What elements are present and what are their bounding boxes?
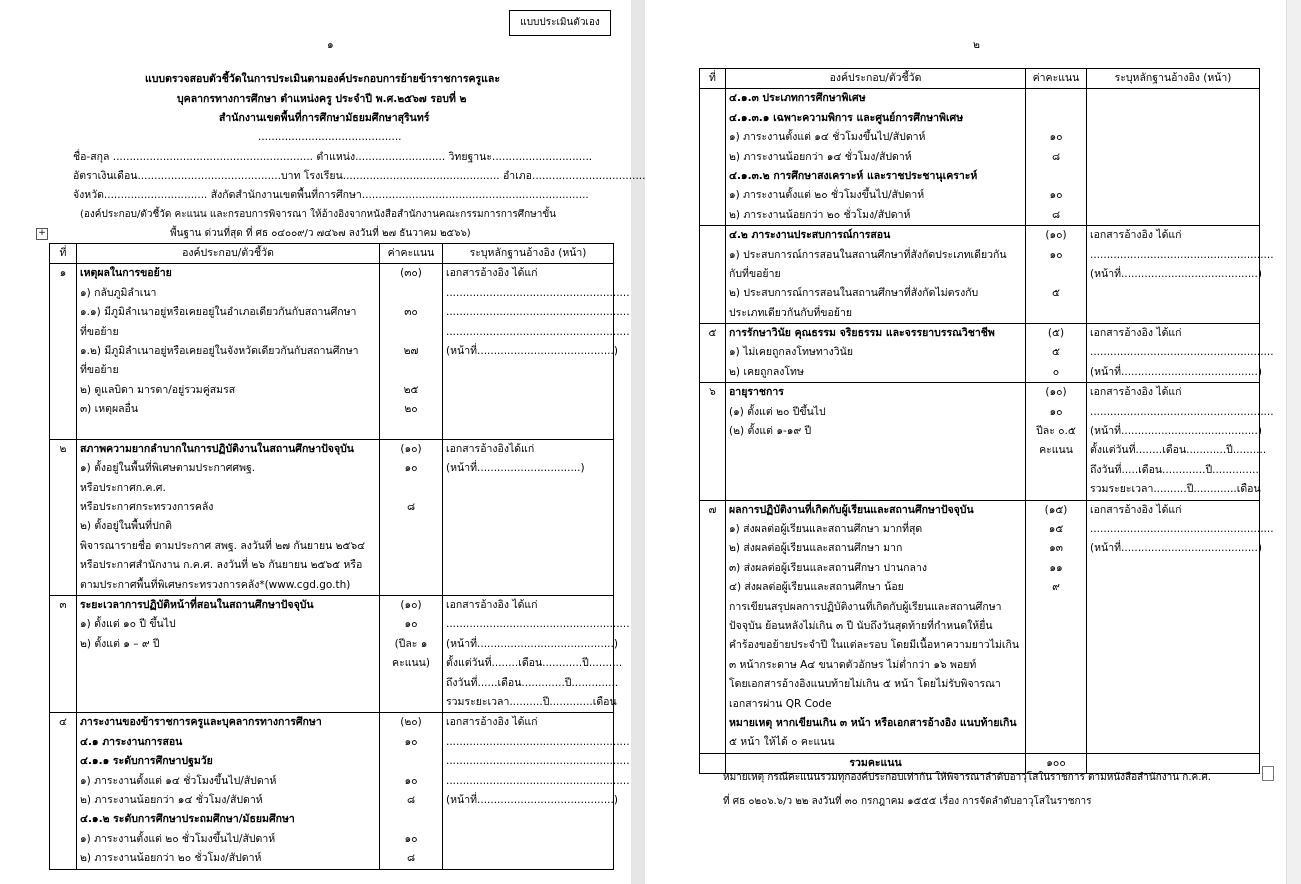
evidence-line[interactable] [446, 849, 610, 868]
score-line [1029, 167, 1083, 186]
score-line [1029, 598, 1083, 617]
evidence-line[interactable]: ถึงวันที่.....เดือน.............ปี.............. [1090, 463, 1259, 476]
score-line: ๙ [1052, 581, 1060, 594]
score-line: ๘ [406, 793, 416, 806]
evidence-line[interactable] [446, 576, 610, 595]
score-line: คะแนน [1039, 444, 1073, 457]
criteria-line: ๒) ตั้งแต่ ๑ – ๙ ปี [80, 637, 160, 650]
evidence-line[interactable]: (หน้าที่.........................................) [1090, 542, 1262, 555]
criteria-line-cell [77, 439, 380, 595]
criteria-line-cell [77, 264, 380, 440]
score-line: ๐ [1052, 365, 1060, 378]
criteria-line: โดยเอกสารอ้างอิงแนบท้ายไม่เกิน ๕ หน้า โดยไม่รับพิจารณา [729, 678, 1001, 691]
row-number: ๑ [50, 264, 77, 440]
score-line [1029, 714, 1083, 733]
table-row [700, 500, 1260, 753]
evidence-line[interactable]: ....................................................... [1090, 248, 1274, 261]
score-line: ๘ [1051, 150, 1061, 163]
score-line: ๑๐ [404, 618, 418, 631]
row-number: ๕ [700, 324, 726, 383]
criteria-line: ปัจจุบัน ย้อนหลังไม่เกิน ๓ ปี นับถึงวันสุดท้ายที่กำหนดให้ยื่น [729, 619, 993, 632]
evidence-line[interactable]: (หน้าที่.........................................) [1090, 365, 1262, 378]
evidence-line[interactable]: ....................................................... [1090, 346, 1274, 359]
evidence-line[interactable]: รวมระยะเวลา..........ปี.............เดือน [446, 696, 617, 708]
criteria-line: ๒) ดูแลบิดา มารดา/อยู่รวมคู่สมรส [80, 383, 236, 396]
score-line: ๑๕ [1048, 523, 1064, 535]
table-row [50, 439, 614, 595]
evidence-line[interactable]: ตั้งแต่วันที่........เดือน............ปี.......... [1090, 444, 1267, 457]
criteria-line: ๒) ภาระงานน้อยกว่า ๒๐ ชั่วโมง/สัปดาห์ [80, 852, 262, 865]
criteria-line: เอกสารผ่าน QR Code [729, 697, 832, 710]
score-line [1029, 617, 1083, 636]
score-line: ๑๐ [1049, 405, 1063, 418]
score-line [1029, 733, 1083, 752]
evidence-line[interactable]: ....................................................... [1090, 523, 1274, 535]
page-corner-marker [1262, 766, 1274, 781]
salary-field-line[interactable]: อัตราเงินเดือน...........................................บาท โรงเรียน............................................... อำเภอ.................................. [73, 170, 646, 182]
score-line: ๘ [1051, 208, 1061, 221]
header-criteria-2: องค์ประกอบ/ตัวชี้วัด [726, 69, 1026, 89]
score-line-cell [380, 713, 443, 869]
criteria-line: ๒) ภาระงานน้อยกว่า ๑๔ ชั่วโมง/สัปดาห์ [80, 793, 263, 806]
evidence-line[interactable] [446, 420, 610, 439]
score-line: ๘ [406, 501, 416, 514]
criteria-line [729, 461, 1022, 480]
criteria-line: หรือประกาศกระทรวงการคลัง [80, 501, 214, 514]
evidence-line[interactable] [1090, 559, 1256, 578]
score-line [383, 556, 439, 575]
criteria-line: (๑) ตั้งแต่ ๒๐ ปีขึ้นไป [729, 405, 826, 418]
score-line [383, 674, 439, 693]
criteria-line: ๑) ภาระงานตั้งแต่ ๒๐ ชั่วโมงขึ้นไป/สัปดาห์ [80, 832, 276, 845]
criteria-line: ระยะเวลาการปฏิบัติหน้าที่สอนในสถานศึกษาปัจจุบัน [80, 599, 314, 612]
score-line [383, 479, 439, 498]
evidence-line[interactable]: ....................................................... [446, 774, 630, 787]
score-line: ๑๐ [1049, 131, 1063, 144]
score-line: ๑๐ [1049, 189, 1063, 202]
criteria-line-cell [77, 596, 380, 713]
score-line: (๑๕) [1044, 503, 1068, 516]
score-line [1029, 304, 1083, 323]
criteria-line [80, 693, 376, 712]
evidence-line[interactable]: (หน้าที่.........................................) [1090, 425, 1262, 438]
criteria-line [80, 674, 376, 693]
criteria-line: ๔.๑.๓ ประเภทการศึกษาพิเศษ [729, 92, 866, 105]
evidence-line-cell [443, 596, 630, 713]
score-line [383, 810, 439, 829]
evidence-line[interactable]: ....................................................... [446, 286, 630, 299]
score-line: (๑๐) [400, 442, 422, 455]
score-line [1029, 265, 1083, 284]
score-line [1029, 89, 1083, 108]
criteria-line: ที่ขอย้าย [80, 364, 119, 377]
criteria-line: ๑) กลับภูมิลำเนา [80, 286, 157, 299]
criteria-line: ๔.๑ ภาระงานการสอน [80, 735, 183, 748]
evidence-line[interactable] [446, 810, 610, 829]
criteria-line: อายุราชการ [729, 386, 784, 399]
criteria-line: ๑) ตั้งแต่ ๑๐ ปี ขึ้นไป [80, 618, 176, 631]
evidence-line-cell [1087, 500, 1274, 753]
criteria-line-cell [77, 713, 380, 869]
evidence-line[interactable]: ....................................................... [446, 325, 630, 338]
evidence-line[interactable] [1090, 636, 1256, 655]
criteria-line: สภาพความยากลำบากในการปฏิบัติงานในสถานศึกษาปัจจุบัน [80, 442, 354, 455]
evidence-line[interactable]: (หน้าที่...............................) [446, 462, 585, 475]
criteria-line: ที่ขอย้าย [80, 325, 119, 338]
score-line: ๑๐ [404, 832, 418, 845]
score-line [383, 361, 439, 380]
table-row [700, 324, 1260, 383]
criteria-line: ๑) ภาระงานตั้งแต่ ๒๐ ชั่วโมงขึ้นไป/สัปดาห์ [729, 189, 925, 202]
criteria-line: ๔.๒ ภาระงานประสบการณ์การสอน [729, 229, 891, 242]
table-row [50, 596, 614, 713]
evidence-line[interactable] [1090, 598, 1256, 617]
criteria-line: ๒) ส่งผลต่อผู้เรียนและสถานศึกษา มาก [729, 542, 903, 555]
criteria-line: ๓) ส่งผลต่อผู้เรียนและสถานศึกษา ปานกลาง [729, 561, 927, 574]
evidence-line[interactable] [1090, 714, 1256, 733]
evidence-line[interactable] [1090, 284, 1256, 303]
score-line [1029, 461, 1083, 480]
evidence-line[interactable] [1090, 695, 1256, 714]
score-line [383, 420, 439, 439]
criteria-line: (๒) ตั้งแต่ ๑-๑๙ ปี [729, 425, 812, 438]
table-row [700, 383, 1260, 500]
evidence-line[interactable] [446, 517, 610, 536]
score-line: ๒๗ [403, 344, 419, 357]
criteria-line-cell [726, 324, 1026, 383]
score-line: ๑๐ [404, 735, 418, 748]
criteria-line: ๓ หน้ากระดาษ A๔ ขนาดตัวอักษร ไม่ต่ำกว่า ๑๖ พอยท์ [729, 658, 977, 671]
evidence-line[interactable] [446, 479, 610, 498]
criteria-line: การเขียนสรุปผลการปฏิบัติงานที่เกิดกับผู้เรียนและสถานศึกษา [729, 600, 1002, 613]
name-field-line[interactable]: ชื่อ-สกุล ............................................................ ตำแหน่ง........................... วิทยฐานะ.............................. [73, 151, 593, 163]
criteria-line: ๔.๑.๒ ระดับการศึกษาประถมศึกษา/มัธยมศึกษา [80, 813, 295, 826]
total-no-cell [700, 753, 726, 773]
score-line: ๓๐ [404, 306, 418, 319]
document-page-2 [645, 0, 1287, 884]
evidence-line[interactable] [1090, 206, 1256, 225]
row-number: ๖ [700, 383, 726, 500]
evidence-line[interactable] [446, 537, 610, 556]
evidence-line[interactable]: ....................................................... [446, 735, 630, 748]
header-no: ที่ [50, 244, 77, 264]
criteria-line: ๑) ภาระงานตั้งแต่ ๑๔ ชั่วโมงขึ้นไป/สัปดาห์ [80, 774, 277, 787]
evidence-line[interactable] [1090, 733, 1256, 752]
score-line: ๑๑ [1049, 561, 1063, 574]
reference-note-line-2: พื้นฐาน ด่วนที่สุด ที่ ศธ ๐๔๐๐๙/ว ๗๔๖๗ ลงวันที่ ๒๗ ธันวาคม ๒๕๖๖) [170, 228, 471, 239]
evidence-line[interactable] [1090, 304, 1256, 323]
evidence-line-cell [443, 713, 630, 869]
evidence-line[interactable] [446, 556, 610, 575]
score-line: ๑๐ [404, 774, 418, 787]
evidence-line[interactable]: รวมระยะเวลา..........ปี.............เดือน [1090, 483, 1261, 496]
table-row [50, 264, 614, 440]
criteria-line: ๓) เหตุผลอื่น [80, 403, 139, 416]
criteria-line: พิจารณารายชื่อ ตามประกาศ สพฐ. ลงวันที่ ๒๗ กันยายน ๒๕๖๔ [80, 539, 366, 552]
score-line-cell [1026, 226, 1087, 324]
criteria-line-cell [726, 383, 1026, 500]
evidence-line[interactable]: (หน้าที่.........................................) [446, 793, 618, 806]
evidence-line[interactable] [1090, 128, 1256, 147]
criteria-line: หมายเหตุ หากเขียนเกิน ๓ หน้า หรือเอกสารอ้างอิง แนบท้ายเกิน [729, 716, 1017, 729]
title-line-1: แบบตรวจสอบตัวชี้วัดในการประเมินตามองค์ประกอบการย้ายข้าราชการครูและ [145, 73, 500, 85]
footnote-line-2: ที่ ศธ ๐๒๐๖.๖/ว ๒๒ ลงวันที่ ๓๐ กรกฎาคม ๑๕๕๕ เรื่อง การจัดลำดับอาวุโสในราชการ [723, 796, 1092, 807]
score-line: ๑๓ [1049, 542, 1063, 555]
criteria-table-page-1 [49, 243, 630, 870]
score-line: ๕ [1052, 287, 1060, 300]
row-number [700, 89, 726, 226]
score-line [383, 537, 439, 556]
score-line [1029, 480, 1083, 499]
table-row [700, 89, 1260, 226]
evidence-line[interactable]: เอกสารอ้างอิง ได้แก่ [446, 267, 538, 280]
criteria-line: ๒) ตั้งอยู่ในพื้นที่ปกติ [80, 520, 172, 533]
score-line: ๘ [406, 852, 416, 865]
criteria-line [729, 441, 1022, 460]
evidence-line[interactable] [446, 381, 610, 400]
evidence-line[interactable] [446, 400, 610, 419]
criteria-line-cell [726, 89, 1026, 226]
criteria-line [729, 480, 1022, 499]
row-number: ๓ [50, 596, 77, 713]
criteria-line-cell [726, 500, 1026, 753]
score-line: ๑๐ [1049, 248, 1063, 261]
evidence-line[interactable] [1090, 148, 1256, 167]
row-number: ๗ [700, 500, 726, 753]
total-label: รวมคะแนน [726, 753, 1026, 773]
score-line-cell [380, 439, 443, 595]
criteria-line: เหตุผลในการขอย้าย [80, 267, 172, 280]
evidence-line[interactable] [1090, 167, 1256, 186]
score-line: (๓๐) [400, 267, 422, 280]
evidence-line[interactable] [1090, 578, 1256, 597]
evidence-line[interactable]: เอกสารอ้างอิง ได้แก่ [446, 599, 538, 612]
criteria-line: ๑) ไม่เคยถูกลงโทษทางวินัย [729, 346, 853, 359]
score-line-cell [1026, 500, 1087, 753]
criteria-line: ๑.๑) มีภูมิลำเนาอยู่หรือเคยอยู่ในอำเภอเดียวกันกับสถานศึกษา [80, 306, 357, 319]
criteria-line: ผลการปฏิบัติงานที่เกิดกับผู้เรียนและสถานศึกษาปัจจุบัน [729, 503, 974, 516]
evidence-line-cell [1087, 383, 1274, 500]
score-line-cell [380, 596, 443, 713]
evidence-line[interactable]: ตั้งแต่วันที่........เดือน............ปี.......... [446, 657, 623, 670]
evidence-line[interactable]: เอกสารอ้างอิง ได้แก่ [1090, 503, 1182, 516]
criteria-line: ๔.๑.๑ ระดับการศึกษาปฐมวัย [80, 755, 213, 768]
evidence-line[interactable] [1090, 186, 1256, 205]
criteria-line: ๑) ประสบการณ์การสอนในสถานศึกษาที่สังกัดประเภทเดียวกัน [729, 248, 1007, 261]
criteria-line-cell [726, 226, 1026, 324]
evidence-line[interactable]: (หน้าที่.........................................) [446, 344, 618, 357]
criteria-line: กับที่ขอย้าย [729, 267, 781, 280]
criteria-line: ๔.๑.๓.๒ การศึกษาสงเคราะห์ และราชประชานุเคราะห์ [729, 169, 978, 182]
evidence-line[interactable]: เอกสารอ้างอิง ได้แก่ [1090, 386, 1182, 399]
province-field-line[interactable]: จังหวัด............................... สังกัดสำนักงานเขตพื้นที่การศึกษา.................................................................... [73, 189, 589, 201]
evidence-line[interactable] [446, 498, 610, 517]
page-number-2: ๒ [973, 39, 980, 51]
evidence-line-cell [443, 264, 630, 440]
criteria-line: ๒) เคยถูกลงโทษ [729, 365, 804, 378]
table-move-handle-icon[interactable]: + [36, 228, 48, 240]
score-line: คะแนน) [392, 657, 430, 670]
score-line [383, 576, 439, 595]
score-line [1029, 636, 1083, 655]
total-score: ๑๐๐ [1026, 753, 1087, 773]
table-row [700, 226, 1260, 324]
score-line-cell [1026, 89, 1087, 226]
score-line: (๒๐) [400, 716, 422, 729]
evidence-line[interactable]: เอกสารอ้างอิง ได้แก่ [446, 716, 538, 729]
row-number [700, 226, 726, 324]
title-line-2: บุคลากรทางการศึกษา ตำแหน่งครู ประจำปี พ.ศ.๒๕๖๗ รอบที่ ๒ [177, 93, 467, 105]
evidence-line[interactable] [446, 361, 610, 380]
evidence-line-cell [443, 439, 614, 595]
title-line-3: สำนักงานเขตพื้นที่การศึกษามัธยมศึกษาสุรินทร์ [219, 112, 430, 124]
document-page-1 [0, 0, 646, 884]
score-line [383, 752, 439, 771]
evidence-line-cell [1087, 324, 1274, 383]
evidence-line[interactable] [1090, 675, 1256, 694]
header-evidence: ระบุหลักฐานอ้างอิง (หน้า) [443, 244, 614, 264]
self-evaluation-box: แบบประเมินตัวเอง [509, 10, 611, 36]
evidence-line[interactable]: เอกสารอ้างอิง ได้แก่ [1090, 327, 1182, 340]
evidence-line[interactable]: ....................................................... [446, 618, 630, 631]
score-line: ๕ [1052, 346, 1060, 359]
evidence-line[interactable]: เอกสารอ้างอิงได้แก่ [446, 442, 535, 455]
criteria-table-page-2 [699, 68, 1274, 774]
score-line [1029, 109, 1083, 128]
evidence-line[interactable]: (หน้าที่.........................................) [446, 637, 618, 650]
score-line [1029, 656, 1083, 675]
criteria-line: การรักษาวินัย คุณธรรม จริยธรรม และจรรยาบรรณวิชาชีพ [729, 327, 995, 340]
evidence-line[interactable] [1090, 89, 1256, 108]
criteria-line: หรือประกาศสำนักงาน ก.ค.ศ. ลงวันที่ ๒๖ กันยายน ๒๕๖๕ หรือ [80, 559, 363, 572]
evidence-line[interactable] [1090, 617, 1256, 636]
score-line: (๑๐) [1045, 386, 1067, 399]
score-line [1029, 695, 1083, 714]
page-number: ๑ [327, 39, 334, 51]
criteria-line [80, 654, 376, 673]
evidence-line[interactable]: (หน้าที่.........................................) [1090, 267, 1262, 280]
score-line: ๒๐ [404, 403, 418, 416]
header-score: ค่าคะแนน [380, 244, 443, 264]
evidence-line[interactable] [446, 830, 610, 849]
score-line [383, 284, 439, 303]
evidence-line[interactable]: ถึงวันที่......เดือน.............ปี.............. [446, 676, 619, 689]
criteria-line: ๑) ส่งผลต่อผู้เรียนและสถานศึกษา มากที่สุด [729, 523, 923, 535]
evidence-line[interactable] [1090, 656, 1256, 675]
criteria-line: ๔.๑.๓.๑ เฉพาะความพิการ และศูนย์การศึกษาพิเศษ [729, 111, 964, 124]
score-line: ๑๐ [404, 462, 418, 475]
criteria-line: ๑.๒) มีภูมิลำเนาอยู่หรือเคยอยู่ในจังหวัดเดียวกันกับสถานศึกษา [80, 344, 359, 357]
criteria-line: หรือประกาศก.ค.ศ. [80, 481, 166, 494]
criteria-line: ๒) ภาระงานน้อยกว่า ๑๔ ชั่วโมง/สัปดาห์ [729, 150, 912, 163]
criteria-line: ๔) ส่งผลต่อผู้เรียนและสถานศึกษา น้อย [729, 581, 904, 594]
row-number: ๒ [50, 439, 77, 595]
evidence-line[interactable]: ....................................................... [446, 755, 630, 768]
criteria-line: ๕ หน้า ให้ได้ ๐ คะแนน [729, 736, 835, 749]
evidence-line[interactable]: ....................................................... [1090, 405, 1274, 418]
score-line [383, 517, 439, 536]
criteria-line: คำร้องขอย้ายประจำปี ในแต่ละรอบ โดยมีเนื้อหาความยาวไม่เกิน [729, 639, 1020, 652]
criteria-line: ๑) ภาระงานตั้งแต่ ๑๔ ชั่วโมงขึ้นไป/สัปดาห์ [729, 131, 926, 144]
table-row [50, 713, 614, 869]
title-divider-dots: ........................................... [258, 131, 402, 143]
criteria-line: ๒) ภาระงานน้อยกว่า ๒๐ ชั่วโมง/สัปดาห์ [729, 208, 911, 221]
score-line [383, 323, 439, 342]
header-no-2: ที่ [700, 69, 726, 89]
score-line: (๕) [1047, 327, 1065, 340]
criteria-line: ภาระงานของข้าราชการครูและบุคลากรทางการศึกษา [80, 716, 322, 729]
score-line: ๒๕ [403, 383, 419, 396]
header-criteria: องค์ประกอบ/ตัวชี้วัด [77, 244, 380, 264]
evidence-line-cell [1087, 226, 1274, 324]
footnote-line-1: หมายเหตุ กรณีคะแนนรวมทุกองค์ประกอบเท่ากัน ให้พิจารณาลำดับอาวุโสในราชการ ตามหนังสือสำนักงาน ก.ค.ศ. [723, 772, 1211, 783]
vertical-scrollbar[interactable] [1286, 0, 1301, 884]
score-line [1029, 675, 1083, 694]
score-line: (๑๐) [1045, 229, 1067, 242]
criteria-line: ประเภทเดียวกันกับที่ขอย้าย [729, 306, 852, 319]
criteria-line: ๑) ตั้งอยู่ในพื้นที่พิเศษตามประกาศศพฐ. [80, 462, 256, 475]
score-line: (๑๐) [400, 599, 422, 612]
evidence-line-cell [1087, 89, 1260, 226]
header-evidence-2: ระบุหลักฐานอ้างอิง (หน้า) [1087, 69, 1260, 89]
score-line: ปีละ ๐.๕ [1036, 425, 1076, 438]
criteria-line: ตามประกาศพื้นที่พิเศษกระทรวงการคลัง*(www.cgd.go.th) [80, 578, 351, 591]
score-line-cell [1026, 383, 1087, 500]
score-line: (ปีละ ๑ [394, 637, 428, 650]
row-number: ๔ [50, 713, 77, 869]
reference-note-line-1: (องค์ประกอบ/ตัวชี้วัด คะแนน และกรอบการพิจารณา ให้อ้างอิงจากหนังสือสำนักงานคณะกรรมการการศึกษาขั้น [80, 209, 557, 220]
score-line [383, 693, 439, 712]
evidence-line[interactable]: เอกสารอ้างอิง ได้แก่ [1090, 229, 1182, 242]
criteria-line: ๒) ประสบการณ์การสอนในสถานศึกษาที่สังกัดไม่ตรงกับ [729, 287, 979, 300]
score-line-cell [380, 264, 443, 440]
evidence-line[interactable] [1090, 109, 1256, 128]
criteria-line [80, 420, 376, 439]
header-score-2: ค่าคะแนน [1026, 69, 1087, 89]
evidence-line[interactable]: ....................................................... [446, 306, 630, 319]
score-line-cell [1026, 324, 1087, 383]
